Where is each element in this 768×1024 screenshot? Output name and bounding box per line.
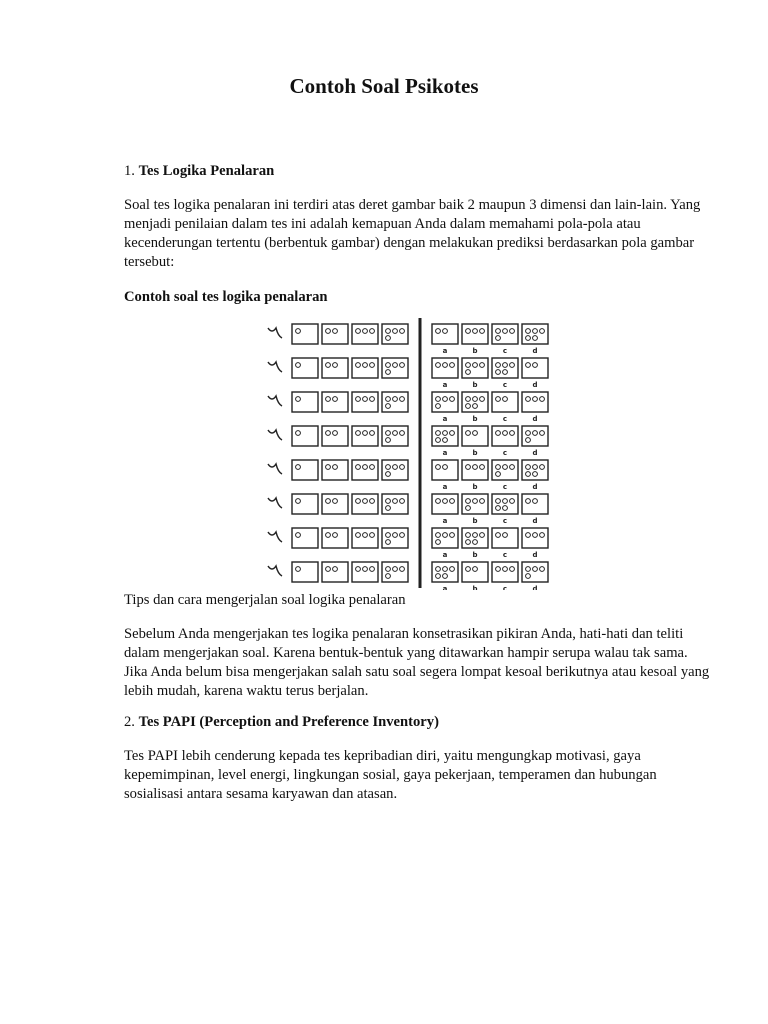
sequence-box (382, 392, 408, 412)
answer-option-label: c (502, 381, 508, 389)
answer-option-label: a (442, 551, 448, 559)
section-2-number: 2. (124, 714, 135, 730)
question-marker (268, 430, 282, 440)
answer-option-label: a (442, 483, 448, 491)
answer-option-label: c (502, 517, 508, 525)
answer-box (462, 460, 488, 480)
sequence-box (322, 426, 348, 446)
section-1-number: 1. (124, 163, 135, 179)
answer-box (492, 392, 518, 412)
answer-box (432, 562, 458, 582)
sequence-box (382, 358, 408, 378)
sequence-box (352, 426, 378, 446)
tips-text: Sebelum Anda mengerjakan tes logika penalaran konsetrasikan pikiran Anda, hati-hati dan teliti dalam mengerjakan soal. Karena bentuk-bentuk yang ditawarkan hampir serupa walau tak sama. Jika Anda belum bisa mengerjakan salah satu soal segera lompat kesoal berikutnya atau kesoal yang lebih mudah, karena waktu terus berjalan. (124, 626, 710, 699)
question-marker (268, 362, 282, 372)
answer-option-label: b (472, 381, 478, 389)
answer-box (462, 528, 488, 548)
answer-option-label: d (532, 381, 538, 389)
section-1-heading (124, 162, 714, 181)
answer-option-label: d (532, 517, 538, 525)
sequence-box (322, 494, 348, 514)
answer-box (522, 324, 548, 344)
answer-option-label: a (442, 381, 448, 389)
answer-option-label: c (502, 551, 508, 559)
answer-option-label: c (502, 347, 508, 355)
answer-box (432, 528, 458, 548)
answer-box (522, 562, 548, 582)
answer-box (492, 494, 518, 514)
answer-option-label: c (502, 483, 508, 491)
answer-box (522, 392, 548, 412)
logic-puzzle-figure (262, 316, 562, 590)
sequence-box (382, 426, 408, 446)
sequence-box (292, 528, 318, 548)
puzzle-figure-canvas (262, 316, 562, 590)
sequence-box (352, 358, 378, 378)
answer-box (432, 358, 458, 378)
section-1-title: Tes Logika Penalaran (138, 163, 275, 179)
answer-option-label: b (472, 517, 478, 525)
answer-option-label: b (472, 585, 478, 590)
answer-option-label: d (532, 347, 538, 355)
sequence-box (352, 494, 378, 514)
sequence-box (292, 562, 318, 582)
answer-box (432, 392, 458, 412)
question-marker (268, 566, 282, 576)
answer-option-label: d (532, 585, 538, 590)
sequence-box (382, 562, 408, 582)
answer-box (462, 562, 488, 582)
answer-option-label: d (532, 449, 538, 457)
sequence-box (382, 460, 408, 480)
answer-option-label: a (442, 347, 448, 355)
answer-option-label: b (472, 551, 478, 559)
answer-box (492, 358, 518, 378)
answer-box (432, 324, 458, 344)
answer-option-label: a (442, 415, 448, 423)
sequence-box (352, 562, 378, 582)
sequence-box (292, 494, 318, 514)
answer-option-label: b (472, 347, 478, 355)
answer-box (462, 324, 488, 344)
answer-box (492, 426, 518, 446)
sequence-box (292, 392, 318, 412)
answer-option-label: d (532, 483, 538, 491)
sequence-box (322, 528, 348, 548)
answer-option-label: b (472, 415, 478, 423)
sequence-box (292, 426, 318, 446)
tips-heading: Tips dan cara mengerjalan soal logika penalaran (124, 592, 406, 608)
answer-box (522, 460, 548, 480)
sequence-box (292, 358, 318, 378)
section-2-title: Tes PAPI (Perception and Preference Inventory) (138, 714, 439, 730)
sequence-box (352, 528, 378, 548)
answer-box (432, 426, 458, 446)
answer-option-label: c (502, 415, 508, 423)
answer-box (462, 426, 488, 446)
question-marker (268, 464, 282, 474)
sequence-box (322, 460, 348, 480)
answer-option-label: d (532, 551, 538, 559)
question-marker (268, 396, 282, 406)
question-marker (268, 498, 282, 508)
answer-box (492, 460, 518, 480)
answer-box (432, 460, 458, 480)
sequence-box (352, 324, 378, 344)
sequence-box (322, 324, 348, 344)
sequence-box (382, 528, 408, 548)
answer-box (522, 528, 548, 548)
answer-option-label: a (442, 449, 448, 457)
sequence-box (352, 460, 378, 480)
answer-box (492, 324, 518, 344)
answer-box (492, 528, 518, 548)
question-marker (268, 532, 282, 542)
example-heading: Contoh soal tes logika penalaran (124, 289, 328, 305)
answer-option-label: c (502, 449, 508, 457)
sequence-box (382, 494, 408, 514)
sequence-box (322, 392, 348, 412)
sequence-box (292, 460, 318, 480)
section-2-text: Tes PAPI lebih cenderung kepada tes kepribadian diri, yaitu mengungkap motivasi, gaya kepemimpinan, level energi, lingkungan sosial, gaya pekerjaan, temperamen dan hubungan sosialisasi antara sesama karyawan dan atasan. (124, 748, 657, 802)
answer-option-label: d (532, 415, 538, 423)
answer-box (462, 494, 488, 514)
answer-option-label: a (442, 517, 448, 525)
sequence-box (322, 358, 348, 378)
answer-option-label: b (472, 449, 478, 457)
answer-option-label: c (502, 585, 508, 590)
sequence-box (292, 324, 318, 344)
answer-option-label: a (442, 585, 448, 590)
answer-box (522, 494, 548, 514)
answer-box (492, 562, 518, 582)
section-1-intro: Soal tes logika penalaran ini terdiri atas deret gambar baik 2 maupun 3 dimensi dan lain-lain. Yang menjadi penilaian dalam tes ini adalah kemapuan Anda dalam memahami pola-pola atau kecenderungan tertentu (berbentuk gambar) dengan melakukan prediksi berdasarkan pola gambar tersebut: (124, 197, 701, 270)
answer-box (462, 392, 488, 412)
page-title: Contoh Soal Psikotes (289, 74, 479, 98)
sequence-box (352, 392, 378, 412)
section-2-heading (124, 713, 714, 732)
sequence-box (322, 562, 348, 582)
answer-box (432, 494, 458, 514)
answer-box (522, 426, 548, 446)
question-marker (268, 328, 282, 338)
answer-option-label: b (472, 483, 478, 491)
answer-box (462, 358, 488, 378)
sequence-box (382, 324, 408, 344)
answer-box (522, 358, 548, 378)
